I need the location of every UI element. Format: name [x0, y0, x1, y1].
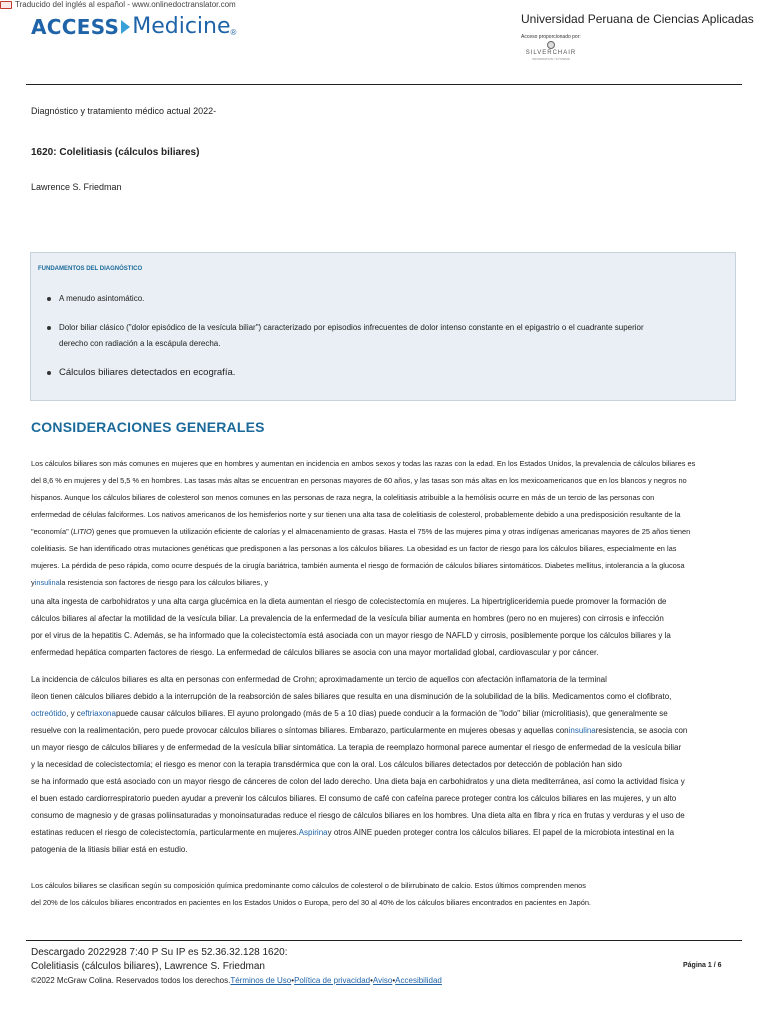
paragraph-line	[31, 722, 739, 739]
silverchair-subtext: INFORMATION / SYSTEMS	[532, 57, 570, 61]
text-segment: y otros AINE pueden proteger contra los cálculos biliares. El papel de la microbiota intestinal en la	[327, 828, 675, 837]
text-segment: resuelve con la realimentación, pero puede provocar cálculos biliares o síntomas biliares. Embarazo, particularmente en mujeres obesas y aquellas con	[31, 726, 569, 735]
translator-banner	[0, 0, 236, 10]
octreotide-link[interactable]: octreótido	[31, 709, 67, 718]
paragraph-line	[31, 705, 739, 722]
copyright-text: ©2022 McGraw Colina. Reservados todos los derechos.	[31, 976, 231, 985]
text-segment: resistencia, se asocia con	[595, 726, 688, 735]
access-medicine-logo[interactable]	[31, 14, 236, 39]
italic-term: LITIO	[73, 527, 92, 536]
paragraph-line: el buen estado cardiorrespiratorio pueden ayudar a prevenir los cálculos biliares. El consumo de café con cafeína parece proteger contra los cálculos biliares en las mujeres, y un alto	[31, 794, 677, 803]
silverchair-text: SILVERCHAIR	[525, 50, 577, 56]
paragraph-line: consumo de magnesio y de grasas poliinsaturadas y monoinsaturadas reduce el riesgo de cálculos biliares en los hombres. Una dieta alta en fibra y rica en frutas y verduras y el uso de	[31, 811, 685, 820]
footer-divider	[26, 940, 742, 941]
fundamentals-item	[59, 320, 719, 352]
logo-arrow-icon	[121, 20, 130, 34]
institution-name: Universidad Peruana de Ciencias Aplicadas	[521, 12, 754, 26]
section-heading: CONSIDERACIONES GENERALES	[31, 419, 265, 435]
translator-icon	[0, 1, 12, 9]
fundamentals-item-text: A menudo asintomático.	[59, 294, 145, 303]
separator: •	[291, 976, 295, 985]
paragraph-line: hispanos. Aunque los cálculos biliares de colesterol son menos comunes en las personas de raza negra, la colelitiasis atribuible a la hemólisis ocurre en más de un tercio de las personas con	[31, 493, 655, 502]
paragraph-line: una alta ingesta de carbohidratos y una alta carga glucémica en la dieta aumentan el riesgo de colecistectomía en mujeres. La hipertrigliceridemia puede promover la formación de	[31, 597, 667, 606]
paragraph-line: colelitiasis. Se han identificado otras mutaciones genéticas que predisponen a las personas a los cálculos biliares. La obesidad es un factor de riesgo para los cálculos biliares, especialmente en las	[31, 544, 677, 553]
page-number: Página 1 / 6	[683, 962, 722, 969]
paragraph-line: se ha informado que está asociado con un mayor riesgo de cánceres de colon del lado derecho. Una dieta baja en carbohidratos y una dieta mediterránea, así como la actividad física y	[31, 777, 685, 786]
footer-copyright-line	[31, 975, 442, 986]
fundamentals-item-text: Cálculos biliares detectados en ecografía.	[59, 367, 236, 378]
fundamentals-item	[59, 291, 719, 307]
paragraph-1	[31, 455, 739, 591]
text-segment: , y c	[66, 709, 81, 718]
text-segment: "economía" (	[31, 527, 74, 536]
accessibility-link[interactable]: Accesibilidad	[395, 976, 442, 985]
paragraph-line: cálculos biliares al afectar la motilidad de la vesícula biliar. La prevalencia de la enfermedad de la vesícula biliar aumenta en hombres (pero no en mujeres) con cirrosis e infección	[31, 614, 664, 623]
paragraph-line: La incidencia de cálculos biliares es alta en personas con enfermedad de Crohn; aproximadamente un tercio de aquellos con afectación inflamatoria de la terminal	[31, 675, 607, 684]
insulin-link[interactable]: insulina	[568, 726, 596, 735]
diagnostic-fundamentals-box	[30, 252, 736, 401]
footer-chapter-info: Colelitiasis (cálculos biliares), Lawrence S. Friedman	[31, 961, 265, 972]
aspirin-link[interactable]: Aspirina	[298, 828, 328, 837]
terms-of-use-link[interactable]: Términos de Uso	[230, 976, 292, 985]
paragraph-line	[31, 824, 739, 841]
paragraph-line: patogenia de la litiasis biliar está en estudio.	[31, 845, 188, 854]
logo-medicine-text: Medicine	[132, 14, 231, 39]
logo-access-text: ACCESS	[31, 14, 120, 39]
provided-by-label: Acceso proporcionado por:	[521, 34, 581, 40]
text-segment: puede causar cálculos biliares. El ayuno prolongado (más de 5 a 10 días) puede conducir a la formación de "lodo" biliar (microlitiasis), que generalmente se	[115, 709, 668, 718]
privacy-policy-link[interactable]: Política de privacidad	[294, 976, 371, 985]
header-divider	[26, 84, 742, 85]
paragraph-line: enfermedad hepática comparten factores de riesgo. La enfermedad de cálculos biliares se asocia con una mayor mortalidad global, cardiovascular y por cáncer.	[31, 648, 599, 657]
fundamentals-item-text: derecho con radiación a la escápula derecha.	[59, 339, 221, 348]
text-segment: la resistencia son factores de riesgo para los cálculos biliares, y	[59, 578, 269, 587]
author-name: Lawrence S. Friedman	[31, 182, 122, 192]
separator: •	[392, 976, 396, 985]
chapter-title: 1620: Colelitiasis (cálculos biliares)	[31, 147, 200, 158]
separator: •	[370, 976, 373, 985]
paragraph-2	[31, 593, 739, 661]
text-segment: ) genes que promueven la utilización eficiente de calorías y el almacenamiento de grasas. Hasta el 75% de las mujeres pima y otras indígenas americanas mayores de 25 años tienen	[91, 527, 691, 536]
book-title: Diagnóstico y tratamiento médico actual 2022-	[31, 106, 217, 116]
paragraph-line: mujeres. La pérdida de peso rápida, como ocurre después de la cirugía bariátrica, también aumenta el riesgo de formación de cálculos biliares sintomáticos. Diabetes mellitus, intolerancia a la glucosa	[31, 561, 685, 570]
paragraph-line: Los cálculos biliares son más comunes en mujeres que en hombres y aumentan en incidencia en ambos sexos y todas las razas con la edad. En los Estados Unidos, la prevalencia de cálculos biliares es	[31, 459, 696, 468]
paragraph-4	[31, 877, 739, 911]
paragraph-line	[31, 523, 739, 540]
text-segment: estatinas reducen el riesgo de colecistectomía, particularmente en mujeres.	[31, 828, 299, 837]
fundamentals-item-text: Dolor biliar clásico ("dolor episódico de la vesícula biliar") caracterizado por episodios infrecuentes de dolor intenso constante en el epigastrio o el cuadrante superior	[59, 323, 644, 332]
logo-registered-mark: ®	[230, 28, 237, 37]
paragraph-3	[31, 671, 739, 858]
paragraph-line: y la necesidad de colecistectomía; el riesgo es menor con la terapia transdérmica que con la oral. Los cálculos biliares detectados por detección de población han sido	[31, 760, 623, 769]
translator-text[interactable]: Traducido del inglés al español - www.onlinedoctranslator.com	[15, 0, 236, 9]
paragraph-line: del 20% de los cálculos biliares encontrados en pacientes en los Estados Unidos o Europa, pero del 30 al 40% de los cálculos biliares encontrados en pacientes en Japón.	[31, 898, 591, 907]
text-segment: y	[31, 578, 35, 587]
fundamentals-heading: FUNDAMENTOS DEL DIAGNÓSTICO	[38, 266, 143, 272]
footer-download-info: Descargado 2022928 7:40 P Su IP es 52.36.32.128 1620:	[31, 947, 288, 958]
insulin-link[interactable]: insulina	[34, 578, 60, 587]
paragraph-line: por el virus de la hepatitis C. Además, se ha informado que la colecistectomía está asociada con un mayor riesgo de NAFLD y cirrosis, posiblemente porque los cálculos biliares y la	[31, 631, 671, 640]
paragraph-line: del 8,6 % en mujeres y del 5,5 % en hombres. Las tasas más altas se encuentran en personas mayores de 60 años, y las tasas son más altas en los mexicoamericanos que en los blancos y negros no	[31, 476, 687, 485]
paragraph-line	[31, 574, 739, 591]
paragraph-line: íleon tienen cálculos biliares debido a la interrupción de la reabsorción de sales biliares que resulta en una disminución de la solubilidad de la bilis. Medicamentos como el clofibrato,	[31, 692, 672, 701]
paragraph-line: enfermedad de células falciformes. Los nativos americanos de los hemisferios norte y sur tienen una alta tasa de colelitiasis de colesterol, probablemente debido a una predisposición resultante de la	[31, 510, 681, 519]
paragraph-line: Los cálculos biliares se clasifican según su composición química predominante como cálculos de colesterol o de bilirrubinato de calcio. Estos últimos comprenden menos	[31, 881, 586, 890]
silverchair-mark-icon	[547, 41, 555, 49]
fundamentals-item	[59, 365, 719, 381]
ceftriaxone-link[interactable]: eftriaxona	[80, 709, 116, 718]
notice-link[interactable]: Aviso	[372, 976, 393, 985]
silverchair-logo	[521, 41, 581, 61]
paragraph-line: un mayor riesgo de cálculos biliares y de enfermedad de la vesícula biliar sintomática. La terapia de reemplazo hormonal parece aumentar el riesgo de enfermedad de la vesícula biliar	[31, 743, 682, 752]
